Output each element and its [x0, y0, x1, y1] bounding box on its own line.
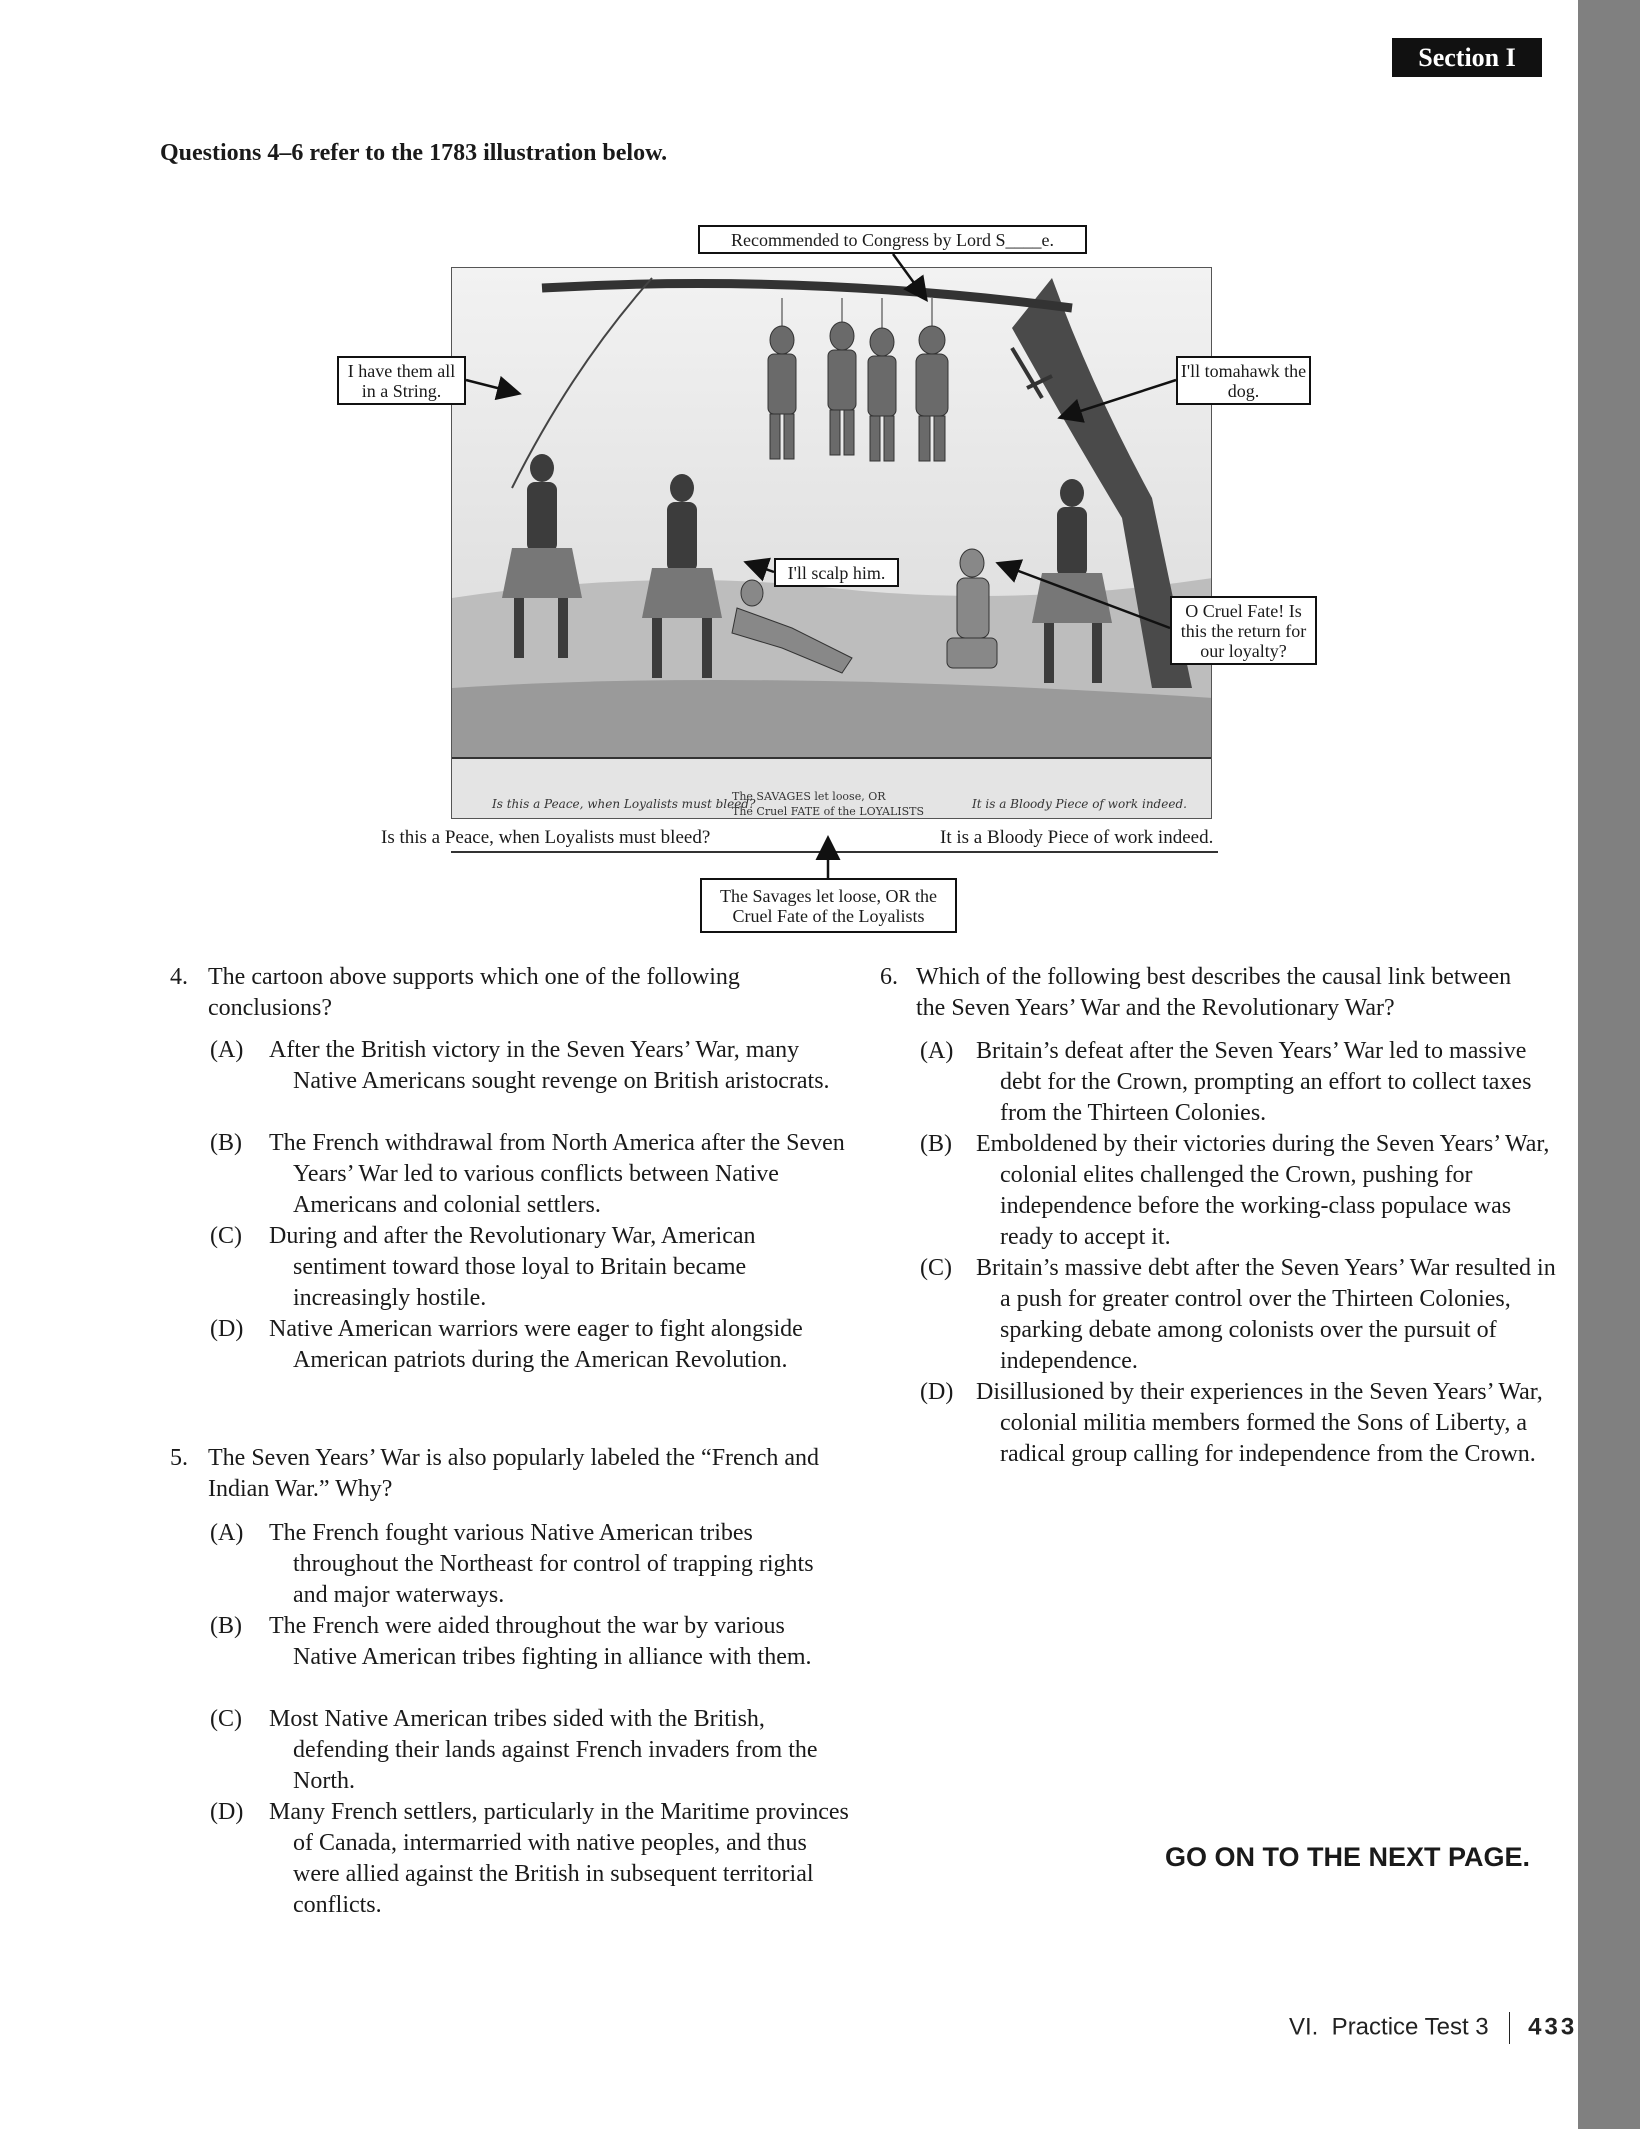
option-text: Britain’s defeat after the Seven Years’ War led to massive debt for the Crown, prompting an effort to collect taxes from the Thirteen Colonies.	[976, 1038, 1532, 1126]
callout-tomahawk: I'll tomahawk the dog.	[1176, 356, 1311, 405]
caption-left-translation: Is this a Peace, when Loyalists must bleed?	[373, 824, 718, 851]
callout-title: The Savages let loose, OR the Cruel Fate of the Loyalists	[700, 878, 957, 933]
engraved-caption-left: Is this a Peace, when Loyalists must bleed?	[492, 797, 756, 811]
option-text: The French fought various Native American tribes throughout the Northeast for control of trapping rights and major waterways.	[269, 1520, 814, 1608]
engraved-caption-right: It is a Bloody Piece of work indeed.	[972, 797, 1187, 811]
callout-cruel-fate: O Cruel Fate! Is this the return for our loyalty?	[1170, 596, 1317, 665]
option-letter: (B)	[210, 1130, 242, 1156]
footer-divider	[1509, 2012, 1511, 2044]
engraved-title-line1: The SAVAGES let loose, OR	[732, 790, 886, 803]
option-letter: (C)	[210, 1706, 242, 1732]
caption-underline	[451, 851, 1218, 853]
callout-recommended: Recommended to Congress by Lord S____e.	[698, 225, 1087, 254]
question-number: 6.	[880, 964, 898, 990]
option-letter: (D)	[920, 1379, 954, 1405]
option-letter: (A)	[210, 1520, 244, 1546]
option-text: Native American warriors were eager to fight alongside American patriots during the American Revolution.	[269, 1316, 803, 1373]
option-letter: (A)	[210, 1037, 244, 1063]
page-footer	[1289, 2012, 1577, 2044]
option-letter: (B)	[920, 1131, 952, 1157]
option-text: Most Native American tribes sided with the British, defending their lands against French invaders from the North.	[269, 1706, 818, 1794]
cartoon-illustration	[451, 267, 1212, 819]
question-text: Which of the following best describes the causal link between the Seven Years’ War and the Revolutionary War?	[916, 964, 1512, 1021]
question-number: 5.	[170, 1445, 188, 1471]
page-number: 433	[1528, 2013, 1578, 2041]
option-text: Britain’s massive debt after the Seven Years’ War resulted in a push for greater control over the Thirteen Colonies, sparking debate among colonists over the pursuit of independence.	[976, 1255, 1556, 1374]
section-label: Section I	[1392, 38, 1542, 77]
question-text: The Seven Years’ War is also popularly labeled the “French and Indian War.” Why?	[208, 1445, 820, 1502]
question-number: 4.	[170, 964, 188, 990]
option-text: Many French settlers, particularly in the Maritime provinces of Canada, intermarried with native peoples, and thus were allied against the British in subsequent territorial conflicts.	[269, 1799, 849, 1918]
option-letter: (C)	[920, 1255, 952, 1281]
option-letter: (D)	[210, 1799, 244, 1825]
callout-string: I have them all in a String.	[337, 356, 466, 405]
engraving-picture	[452, 268, 1212, 819]
option-text: After the British victory in the Seven Years’ War, many Native Americans sought revenge on British aristocrats.	[269, 1037, 830, 1094]
option-letter: (B)	[210, 1613, 242, 1639]
option-text: Disillusioned by their experiences in the Seven Years’ War, colonial militia members formed the Sons of Liberty, a radical group calling for independence from the Crown.	[976, 1379, 1543, 1467]
questions-intro: Questions 4–6 refer to the 1783 illustration below.	[160, 140, 668, 166]
option-text: The French withdrawal from North America after the Seven Years’ War led to various conflicts between Native Americans and colonial settlers.	[269, 1130, 845, 1218]
option-text: Emboldened by their victories during the Seven Years’ War, colonial elites challenged the Crown, pushing for independence before the working-class populace was ready to accept it.	[976, 1131, 1550, 1250]
option-letter: (C)	[210, 1223, 242, 1249]
option-text: The French were aided throughout the war by various Native American tribes fighting in alliance with them.	[269, 1613, 812, 1670]
option-letter: (A)	[920, 1038, 954, 1064]
option-letter: (D)	[210, 1316, 244, 1342]
caption-right-translation: It is a Bloody Piece of work indeed.	[934, 824, 1219, 851]
page-edge-band	[1578, 0, 1640, 2129]
engraved-title-line2: The Cruel FATE of the LOYALISTS	[732, 805, 925, 818]
footer-chapter: VI. Practice Test 3	[1289, 2013, 1489, 2041]
callout-scalp: I'll scalp him.	[774, 558, 899, 587]
option-text: During and after the Revolutionary War, American sentiment toward those loyal to Britain became increasingly hostile.	[269, 1223, 756, 1311]
go-on-notice: GO ON TO THE NEXT PAGE.	[1165, 1842, 1531, 1872]
question-text: The cartoon above supports which one of the following conclusions?	[208, 964, 740, 1021]
